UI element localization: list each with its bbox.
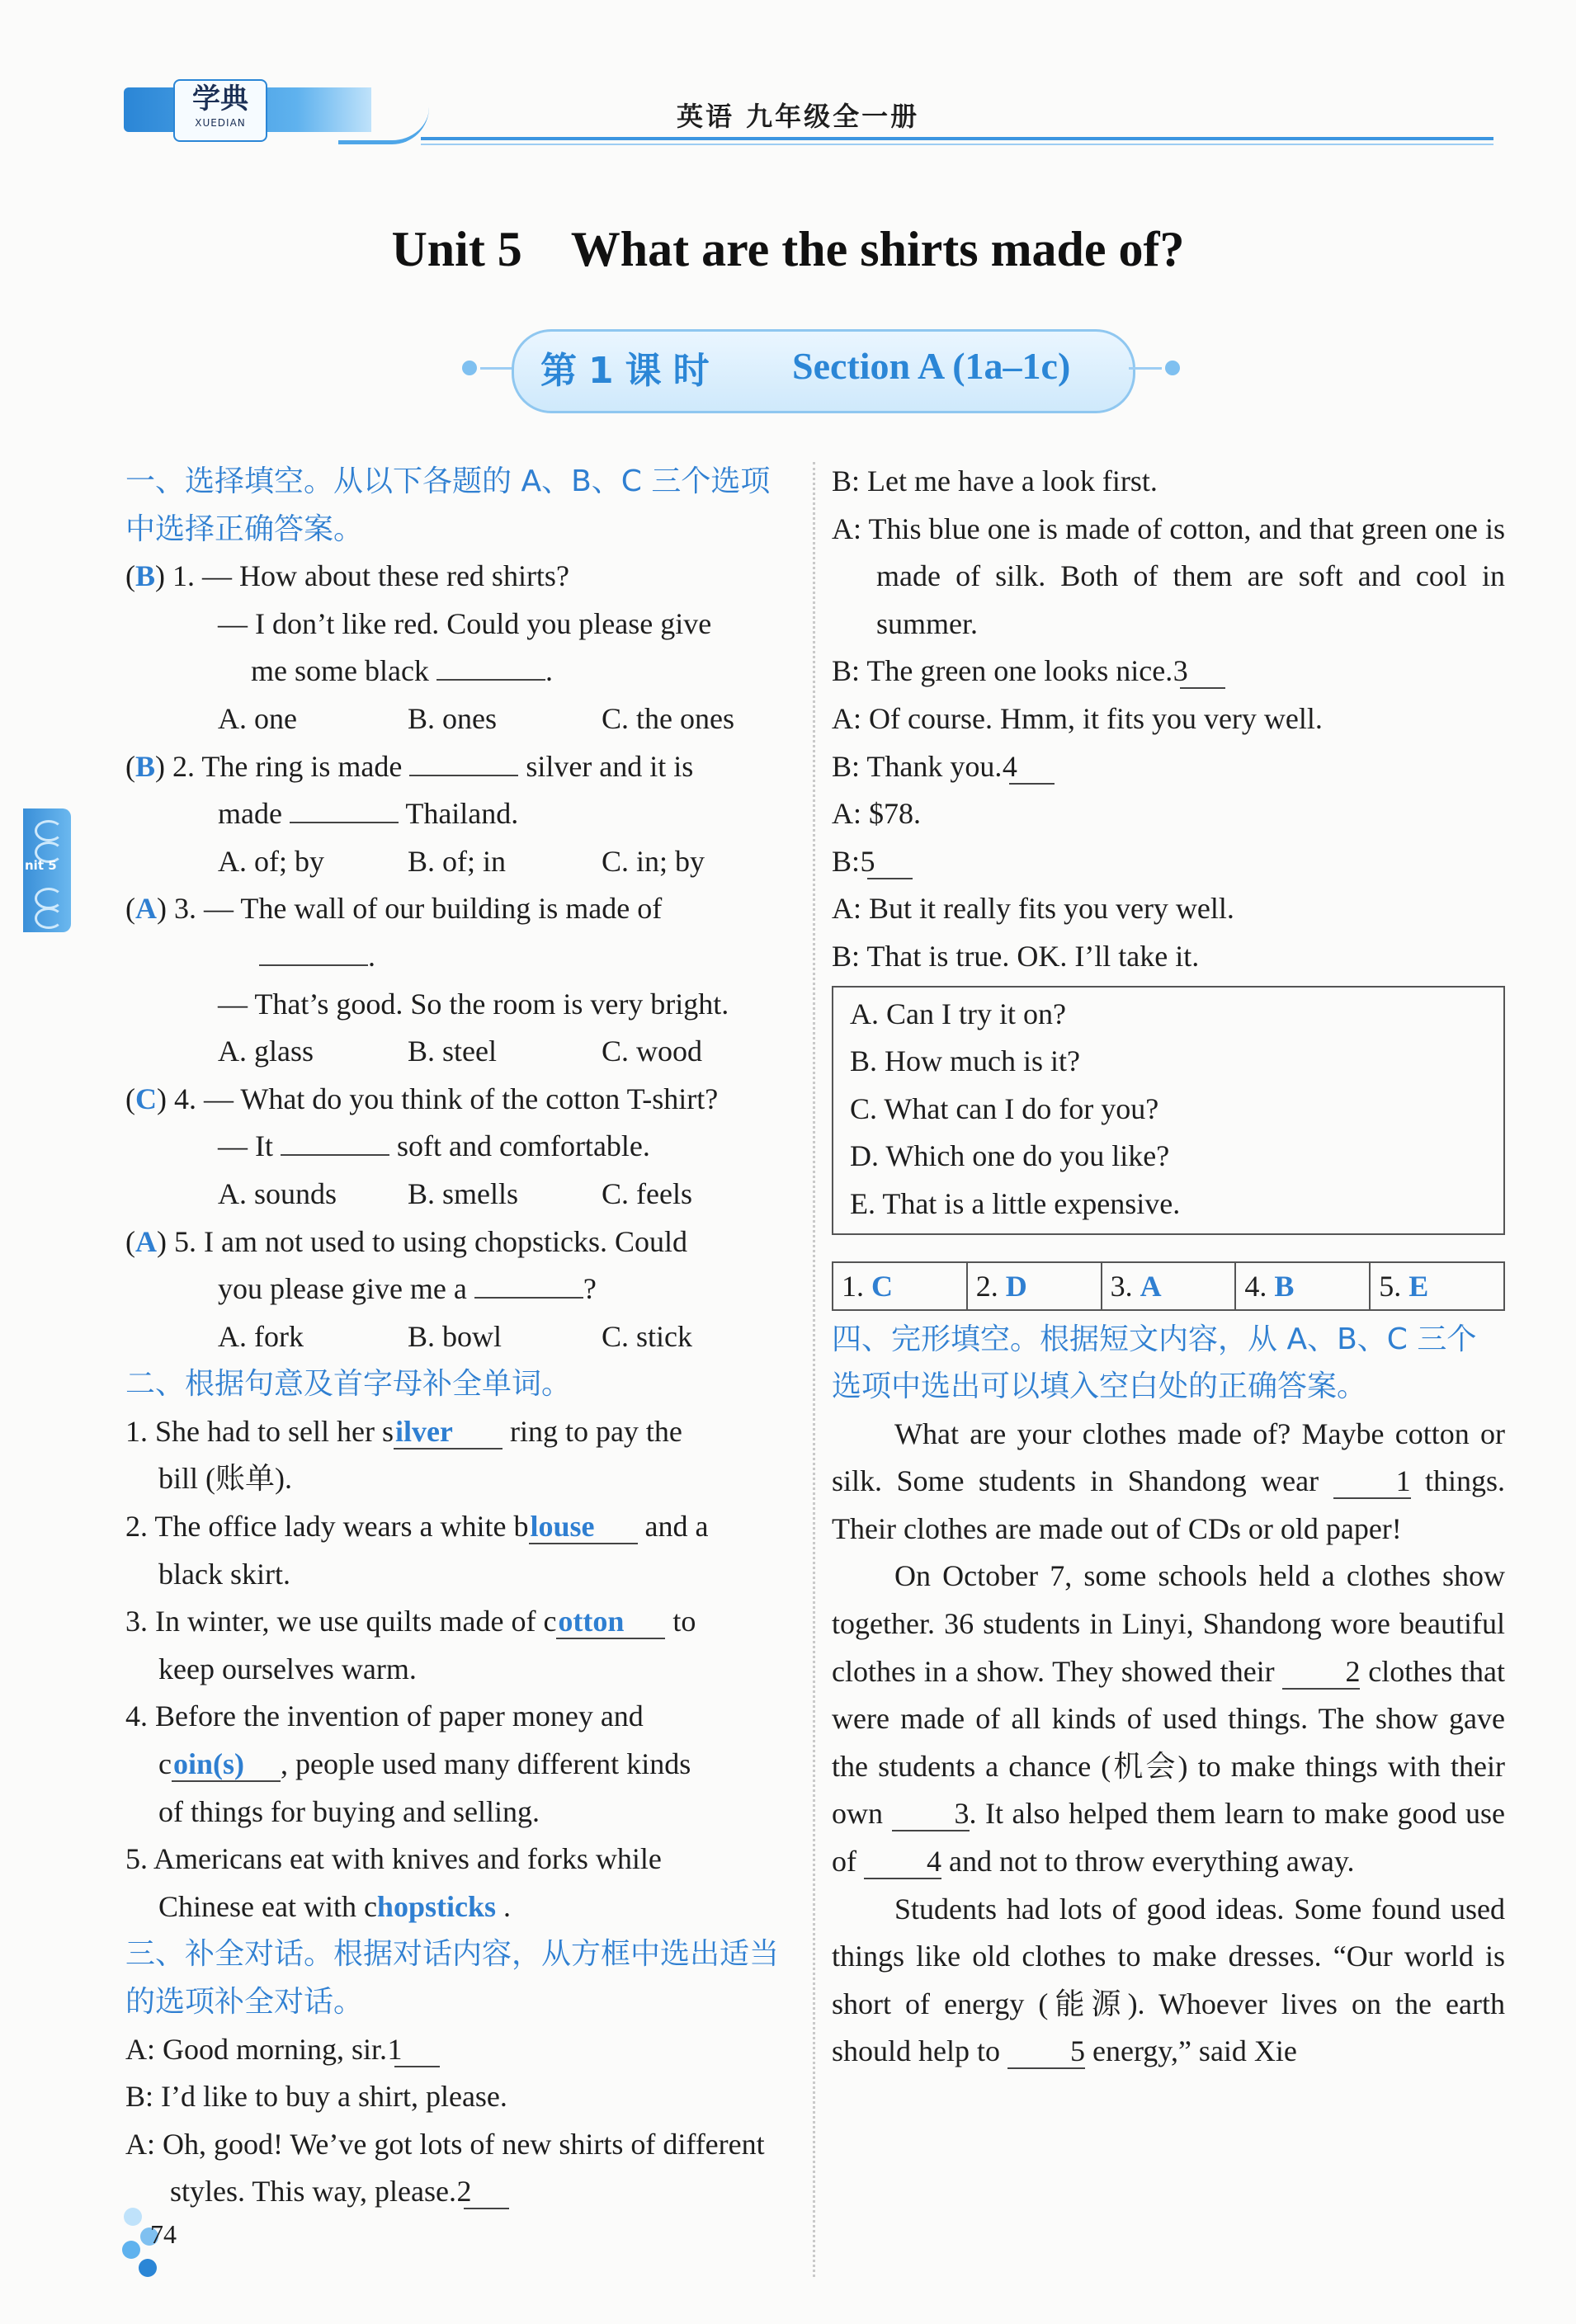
swirl-icon bbox=[35, 820, 63, 841]
decor-dot-icon bbox=[122, 2241, 140, 2259]
dialogue-line bbox=[832, 885, 1505, 933]
lesson-section: Section A (1a–1c) bbox=[792, 345, 1071, 387]
unit-title: Unit 5 What are the shirts made of? bbox=[391, 222, 1185, 276]
question-number: 5. bbox=[174, 1224, 196, 1258]
speaker: B: bbox=[832, 939, 861, 973]
options-row bbox=[125, 1171, 795, 1219]
option-c: C. the ones bbox=[602, 701, 734, 735]
logo-sub-text: XUEDIAN bbox=[195, 117, 246, 129]
answer-blank[interactable] bbox=[290, 822, 399, 823]
passage-paragraph-2 bbox=[832, 1553, 1505, 1885]
option-c: C. stick bbox=[602, 1319, 693, 1353]
passage-text: things. Their clothes are made out of CDs or old paper! bbox=[832, 1464, 1506, 1545]
dialogue-blank[interactable]: 1 bbox=[394, 2033, 440, 2067]
decor-dot-icon bbox=[124, 2208, 142, 2226]
item-text: Chinese eat with c bbox=[158, 1889, 377, 1923]
dialogue-line bbox=[832, 790, 1505, 838]
dialogue-text: The green one looks nice. bbox=[866, 654, 1173, 688]
answer-cell[interactable] bbox=[1371, 1263, 1503, 1309]
dialogue-line bbox=[832, 506, 1505, 648]
question-text: ? bbox=[583, 1272, 597, 1306]
lesson-number: 第1课时 bbox=[540, 350, 721, 392]
option-b: B. bowl bbox=[408, 1319, 503, 1353]
banner-dash bbox=[1129, 367, 1162, 370]
passage-text: . It also helped them learn to make good use of bbox=[832, 1797, 1506, 1879]
item-text: The office lady wears a white b bbox=[154, 1510, 529, 1544]
question-text: — How about these red shirts? bbox=[202, 559, 569, 593]
question-text: soft and comfortable. bbox=[397, 1129, 650, 1163]
item-text: bill (账单). bbox=[158, 1462, 292, 1496]
dialogue-text: I’d like to buy a shirt, please. bbox=[161, 2080, 507, 2114]
passage-text: and not to throw everything away. bbox=[949, 1845, 1355, 1879]
answer-cell-value: B bbox=[1274, 1269, 1295, 1303]
answer-cell-number: 3. bbox=[1110, 1269, 1133, 1303]
lesson-banner bbox=[462, 326, 1180, 417]
filled-word[interactable]: otton bbox=[556, 1605, 665, 1639]
dialogue-line bbox=[832, 648, 1505, 695]
part2-heading: 二、根据句意及首字母补全单词。 bbox=[125, 1367, 572, 1402]
filled-word[interactable]: hopsticks bbox=[376, 1889, 496, 1923]
book-title: 英语 九年级全一册 bbox=[677, 101, 920, 132]
logo-main-text: 学典 bbox=[192, 82, 248, 115]
dialogue-text: But it really fits you very well. bbox=[869, 892, 1234, 926]
answer-mark: C bbox=[135, 1082, 157, 1115]
options-row bbox=[125, 1028, 795, 1076]
dialogue-option: D. Which one do you like? bbox=[850, 1139, 1170, 1173]
passage-text: On October 7, some schools held a clothes show together. 36 students in Linyi, Shandong wore beautiful clothes in a show. They showed their bbox=[832, 1559, 1505, 1688]
cloze-blank[interactable]: 5 bbox=[1007, 2034, 1085, 2069]
options-row bbox=[125, 695, 795, 743]
question-text: — That’s good. So the room is very bright. bbox=[218, 987, 729, 1021]
item-text: of things for buying and selling. bbox=[158, 1794, 540, 1828]
unit-side-tab bbox=[23, 808, 71, 932]
option-a: A. glass bbox=[218, 1035, 314, 1068]
answer-mark: B bbox=[135, 559, 156, 593]
cloze-blank[interactable]: 4 bbox=[864, 1845, 941, 1879]
option-b: B. smells bbox=[408, 1176, 519, 1210]
speaker: B: bbox=[832, 844, 861, 878]
speaker: A: bbox=[832, 797, 861, 831]
dialogue-line bbox=[832, 458, 1505, 506]
dialogue-text: Thank you. bbox=[866, 749, 1003, 783]
dialogue-option: B. How much is it? bbox=[850, 1044, 1080, 1078]
dialogue-text: That is true. OK. I’ll take it. bbox=[866, 939, 1200, 973]
answer-mark: B bbox=[135, 749, 156, 783]
passage-text: clothes that were made of all kinds of used things. The show gave the students a chance (机会) to make things with their own bbox=[832, 1654, 1506, 1831]
question-number: 1. bbox=[172, 559, 196, 593]
question-4: (C) 4. — What do you think of the cotton T-shirt? — It soft and comfortable. A. sounds B. smells C. feels bbox=[125, 1076, 795, 1219]
question-3: (A) 3. — The wall of our building is made of . — That’s good. So the room is very bright. A. glass B. steel C. wood bbox=[125, 885, 795, 1075]
question-number: 4. bbox=[174, 1082, 196, 1115]
question-1: (B) 1. — How about these red shirts? — I don’t like red. Could you please give me some black . A. one B. ones C. the ones bbox=[125, 553, 795, 742]
options-row bbox=[125, 838, 795, 886]
answer-cell-value: E bbox=[1408, 1269, 1429, 1303]
item-number: 1. bbox=[125, 1414, 148, 1448]
dialogue-option: E. That is a little expensive. bbox=[850, 1186, 1181, 1220]
column-divider bbox=[813, 462, 815, 2277]
dialogue-blank[interactable]: 2 bbox=[464, 2175, 509, 2209]
part4-heading: 四、完形填空。根据短文内容，从 A、B、C 三个选项中选出可以填入空白处的正确答案。 bbox=[832, 1322, 1477, 1404]
swirl-icon bbox=[35, 888, 63, 909]
question-text: — What do you think of the cotton T-shirt? bbox=[204, 1082, 719, 1115]
answer-cell-number: 2. bbox=[975, 1269, 998, 1303]
option-a: A. one bbox=[218, 701, 297, 735]
answer-blank[interactable] bbox=[281, 1154, 389, 1156]
passage-paragraph-3 bbox=[832, 1886, 1505, 2076]
part1-heading: 一、选择填空。从以下各题的 A、B、C 三个选项中选择正确答案。 bbox=[125, 464, 771, 546]
question-2: (B) 2. The ring is made silver and it is made Thailand. A. of; by B. of; in C. in; by bbox=[125, 743, 795, 886]
item-text: keep ourselves warm. bbox=[158, 1652, 417, 1685]
filled-word[interactable]: oin(s) bbox=[172, 1747, 281, 1782]
filled-word[interactable]: ilver bbox=[394, 1415, 503, 1450]
banner-dot-icon bbox=[1165, 361, 1180, 375]
option-b: B. steel bbox=[408, 1035, 497, 1068]
dialogue-line bbox=[832, 695, 1505, 743]
left-column bbox=[125, 458, 795, 2216]
item-text: , people used many different kinds bbox=[280, 1747, 691, 1781]
answer-cell-number: 1. bbox=[842, 1269, 864, 1303]
option-a: A. sounds bbox=[218, 1176, 337, 1210]
header-rule bbox=[421, 137, 1493, 140]
answer-cell-value: C bbox=[871, 1269, 893, 1303]
question-number: 3. bbox=[174, 892, 196, 926]
answer-cell-number: 5. bbox=[1379, 1269, 1402, 1303]
item-text: c bbox=[158, 1747, 172, 1781]
part3-heading: 三、补全对话。根据对话内容，从方框中选出适当的选项补全对话。 bbox=[125, 1937, 780, 2019]
item-text: black skirt. bbox=[158, 1557, 290, 1591]
page-number: 74 bbox=[150, 2219, 177, 2249]
answer-cell-number: 4. bbox=[1244, 1269, 1267, 1303]
passage-text: energy,” said Xie bbox=[1092, 2034, 1297, 2068]
page-header bbox=[124, 79, 1493, 153]
item-text: She had to sell her s bbox=[155, 1414, 394, 1448]
answer-cell-value: D bbox=[1005, 1269, 1027, 1303]
item-text: to bbox=[672, 1605, 696, 1638]
question-text: I am not used to using chopsticks. Could bbox=[204, 1224, 687, 1258]
banner-dash bbox=[480, 367, 513, 370]
dialogue-options-box bbox=[832, 986, 1505, 1235]
question-5: (A) 5. I am not used to using chopsticks. Could you please give me a ? A. fork B. bowl C. stick bbox=[125, 1219, 795, 1361]
dialogue-text: This blue one is made of cotton, and that green one is made of silk. Both of them are soft and cool in summer. bbox=[868, 511, 1505, 640]
dialogue-option: A. Can I try it on? bbox=[850, 997, 1066, 1030]
question-text: Thailand. bbox=[405, 797, 519, 831]
side-tab-label: nit 5 bbox=[25, 858, 57, 873]
answer-table bbox=[832, 1261, 1505, 1311]
dialogue-line bbox=[832, 933, 1505, 981]
question-text: . bbox=[545, 654, 553, 688]
question-text: silver and it is bbox=[526, 749, 694, 783]
option-c: C. wood bbox=[602, 1035, 703, 1068]
item-text: ring to pay the bbox=[509, 1414, 682, 1448]
option-c: C. in; by bbox=[602, 844, 705, 878]
item-number: 3. bbox=[125, 1605, 148, 1638]
filled-word[interactable]: louse bbox=[529, 1510, 638, 1544]
speaker: B: bbox=[125, 2080, 154, 2114]
dialogue-blank[interactable]: 3 bbox=[1180, 654, 1225, 689]
answer-blank[interactable] bbox=[259, 964, 368, 966]
speaker: A: bbox=[832, 701, 861, 735]
dialogue-option: C. What can I do for you? bbox=[850, 1091, 1159, 1125]
dialogue-text: Let me have a look first. bbox=[867, 464, 1158, 497]
swirl-icon bbox=[35, 907, 63, 929]
option-b: B. of; in bbox=[408, 844, 507, 878]
question-text: The ring is made bbox=[201, 749, 403, 783]
cloze-blank[interactable]: 1 bbox=[1333, 1464, 1411, 1499]
cloze-blank[interactable]: 3 bbox=[892, 1797, 970, 1831]
speaker: A: bbox=[832, 892, 861, 926]
question-text: you please give me a bbox=[218, 1272, 467, 1306]
dialogue-blank[interactable]: 4 bbox=[1009, 750, 1055, 785]
question-text: me some black bbox=[251, 654, 429, 688]
cloze-blank[interactable]: 2 bbox=[1282, 1655, 1360, 1690]
item-text: In winter, we use quilts made of c bbox=[155, 1605, 557, 1638]
dialogue-line bbox=[125, 2026, 795, 2074]
option-a: A. of; by bbox=[218, 844, 324, 878]
question-text: — It bbox=[218, 1129, 273, 1163]
item-number: 4. bbox=[125, 1699, 148, 1733]
passage-text: Students had lots of good ideas. Some found used things like old clothes to make dresses. “Our world is short of energy (能源). Whoever lives on the earth should help to bbox=[832, 1892, 1505, 2068]
item-text: and a bbox=[644, 1510, 709, 1544]
dialogue-line bbox=[125, 2121, 795, 2216]
passage-text: What are your clothes made of? Maybe cotton or silk. Some students in Shandong wear bbox=[832, 1417, 1505, 1498]
item-text: Americans eat with knives and forks while bbox=[153, 1842, 662, 1876]
question-text: — I don’t like red. Could you please give bbox=[218, 606, 712, 640]
header-swoosh bbox=[338, 107, 429, 144]
options-row bbox=[125, 1313, 795, 1361]
answer-mark: A bbox=[135, 1224, 157, 1258]
item-number: 2. bbox=[125, 1510, 148, 1544]
dialogue-line bbox=[832, 743, 1505, 791]
answer-blank[interactable] bbox=[474, 1297, 583, 1299]
publisher-logo bbox=[173, 79, 267, 142]
option-c: C. feels bbox=[602, 1176, 692, 1210]
answer-cell-value: A bbox=[1140, 1269, 1162, 1303]
word-item-2 bbox=[125, 1503, 795, 1598]
item-number: 5. bbox=[125, 1842, 148, 1876]
answer-blank[interactable] bbox=[409, 775, 518, 776]
speaker: A: bbox=[125, 2032, 155, 2066]
dialogue-text: $78. bbox=[869, 797, 921, 831]
answer-mark: A bbox=[135, 892, 157, 926]
dialogue-text: Of course. Hmm, it fits you very well. bbox=[869, 701, 1323, 735]
word-item-3 bbox=[125, 1598, 795, 1693]
header-rule-thin bbox=[421, 144, 1493, 145]
question-number: 2. bbox=[172, 749, 196, 783]
answer-blank[interactable] bbox=[436, 679, 545, 681]
dialogue-line bbox=[832, 838, 1505, 886]
speaker: B: bbox=[832, 654, 861, 688]
word-item-5 bbox=[125, 1836, 795, 1930]
dialogue-blank[interactable]: 5 bbox=[867, 845, 913, 879]
item-text: Before the invention of paper money and bbox=[155, 1699, 644, 1733]
word-item-4 bbox=[125, 1693, 795, 1836]
right-column bbox=[832, 458, 1505, 2076]
banner-dot-icon bbox=[462, 361, 477, 375]
item-text: . bbox=[503, 1889, 511, 1923]
answer-cell[interactable] bbox=[968, 1263, 1102, 1309]
dialogue-text: Oh, good! We’ve got lots of new shirts of different styles. This way, please. bbox=[163, 2127, 765, 2209]
dialogue-line bbox=[125, 2073, 795, 2121]
word-item-1 bbox=[125, 1408, 795, 1503]
question-text: made bbox=[218, 797, 282, 831]
passage-paragraph-1 bbox=[832, 1411, 1505, 1553]
dialogue-text: Good morning, sir. bbox=[163, 2032, 388, 2066]
answer-cell[interactable] bbox=[1236, 1263, 1371, 1309]
option-b: B. ones bbox=[408, 701, 497, 735]
decor-dot-icon bbox=[139, 2259, 157, 2277]
answer-cell[interactable] bbox=[1102, 1263, 1237, 1309]
speaker: B: bbox=[832, 464, 861, 497]
speaker: A: bbox=[832, 511, 861, 545]
question-text: . bbox=[368, 939, 375, 973]
question-text: — The wall of our building is made of bbox=[204, 892, 663, 926]
speaker: B: bbox=[832, 749, 861, 783]
answer-cell[interactable] bbox=[833, 1263, 968, 1309]
speaker: A: bbox=[125, 2127, 155, 2161]
option-a: A. fork bbox=[218, 1319, 304, 1353]
